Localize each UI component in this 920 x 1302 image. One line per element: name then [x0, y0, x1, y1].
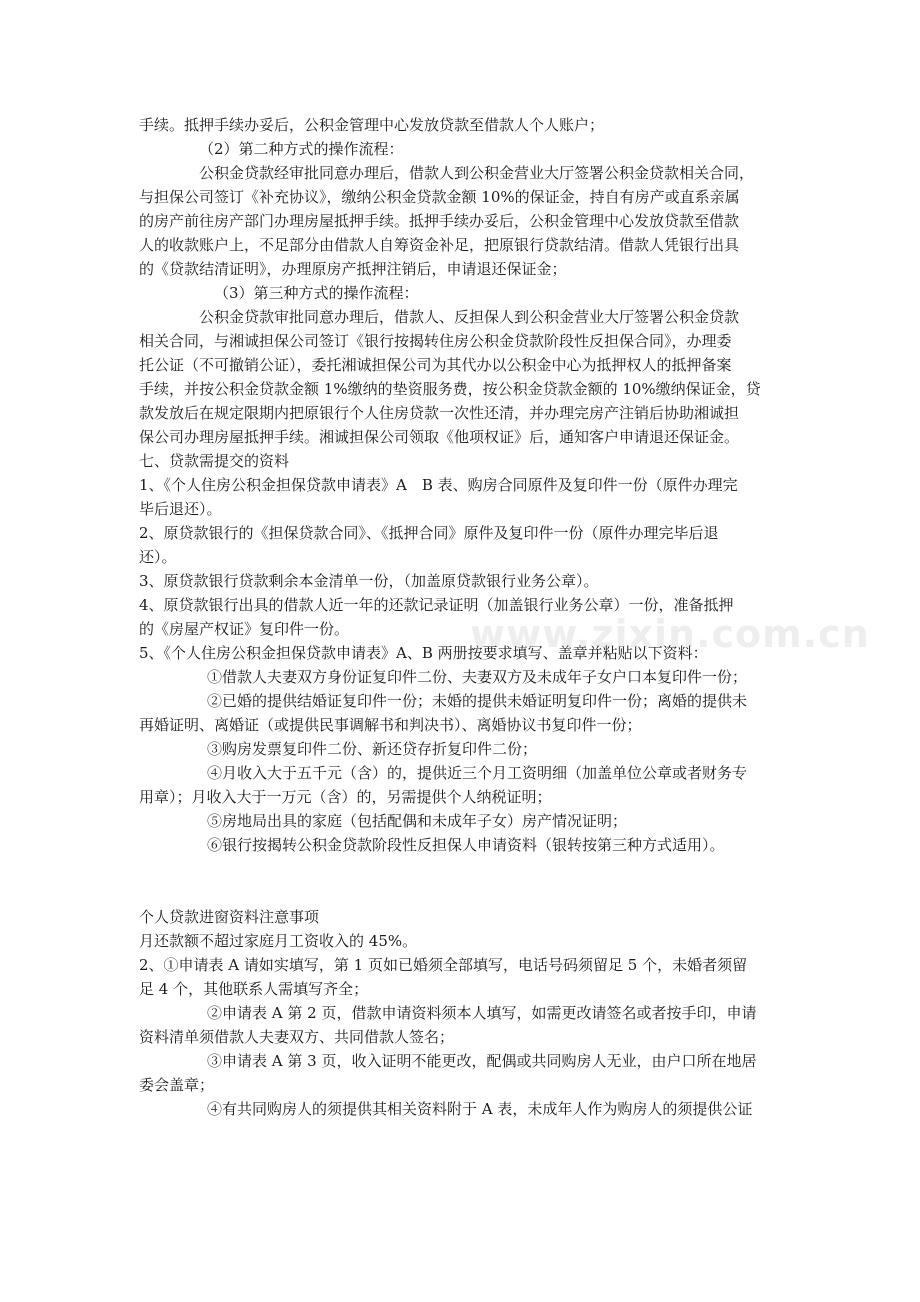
- paragraph-line: 手续。抵押手续办妥后，公积金管理中心发放贷款至借款人个人账户；: [139, 116, 605, 134]
- paragraph-line: 人的收款账户上，不足部分由借款人自筹资金补足，把原银行贷款结清。借款人凭银行出具: [139, 236, 740, 254]
- note-sub-2: ②申请表 A 第 2 页，借款申请资料须本人填写，如需更改请签名或者按手印，申请: [207, 1004, 757, 1022]
- paragraph-line: 款发放后在规定限期内把原银行个人住房贷款一次性还清，并办理完房产注销后协助湘诚担: [139, 404, 740, 422]
- document-body: [139, 113, 789, 1121]
- sub-item-2-cont: 再婚证明、离婚证（或提供民事调解书和判决书）、离婚协议书复印件一份；: [139, 716, 642, 734]
- note-item-2-cont: 足 4 个，其他联系人需填写齐全；: [139, 980, 369, 998]
- list-item-4-cont: 的《房屋产权证》复印件一份。: [139, 620, 350, 638]
- sub-item-1: ①借款人夫妻双方身份证复印件二份、夫妻双方及未成年子女户口本复印件一份；: [207, 668, 748, 686]
- paragraph-line: 的房产前往房产部门办理房屋抵押手续。抵押手续办妥后，公积金管理中心发放贷款至借款: [139, 212, 740, 230]
- list-item-2: 2、原贷款银行的《担保贷款合同》、《抵押合同》原件及复印件一份（原件办理完毕后退: [139, 524, 719, 542]
- sub-item-4-cont: 用章）；月收入大于一万元（含）的，另需提供个人纳税证明；: [139, 788, 552, 806]
- watermark: www.zixin.com.cn: [470, 612, 870, 656]
- list-item-2-cont: 还）。: [139, 548, 177, 566]
- paragraph-line: 托公证（不可撤销公证），委托湘诚担保公司为其代办以公积金中心为抵押权人的抵押备案: [139, 356, 732, 374]
- note-sub-3-cont: 委会盖章；: [139, 1076, 215, 1094]
- paragraph-line: 的《贷款结清证明》，办理原房产抵押注销后，申请退还保证金；: [139, 260, 567, 278]
- paragraph-line: 公积金贷款审批同意办理后，借款人、反担保人到公积金营业大厅签署公积金贷款: [199, 308, 740, 326]
- paragraph-line: 保公司办理房屋抵押手续。湘诚担保公司领取《他项权证》后，通知客户申请退还保证金。: [139, 428, 740, 446]
- list-item-1: 1、《个人住房公积金担保贷款申请表》A B 表、购房合同原件及复印件一份（原件办理完: [139, 476, 738, 494]
- note-sub-2-cont: 资料清单须借款人夫妻双方、共同借款人签名；: [139, 1028, 455, 1046]
- sub-item-3: ③购房发票复印件二份、新还贷存折复印件二份；: [207, 740, 538, 758]
- paragraph-line: 公积金贷款经审批同意办理后，借款人到公积金营业大厅签署公积金贷款相关合同，: [199, 164, 755, 182]
- section-heading: 七、贷款需提交的资料: [139, 452, 290, 470]
- paragraph-line: 与担保公司签订《补充协议》，缴纳公积金贷款金额 10%的保证金，持自有房产或直系亲属: [139, 188, 740, 206]
- subheading-method-3: （3）第三种方式的操作流程：: [214, 284, 419, 302]
- sub-item-2: ②已婚的提供结婚证复印件一份；未婚的提供未婚证明复印件一份；离婚的提供未: [207, 692, 748, 710]
- paragraph-line: 手续，并按公积金贷款金额 1%缴纳的垫资服务费，按公积金贷款金额的 10%缴纳保证金，贷: [139, 380, 761, 398]
- list-item-1-cont: 毕后退还）。: [139, 500, 222, 518]
- note-item-2: 2、①申请表 A 请如实填写，第 1 页如已婚须全部填写，电话号码须留足 5 个，未婚者须留: [139, 956, 748, 974]
- paragraph-line: 月还款额不超过家庭月工资收入的 45%。: [139, 932, 418, 950]
- blank-gap: [139, 857, 789, 905]
- list-item-5: 5、《个人住房公积金担保贷款申请表》A、B 两册按要求填写、盖章并粘贴以下资料：: [139, 644, 708, 662]
- section-heading-notes: 个人贷款进窗资料注意事项: [139, 908, 320, 926]
- sub-item-5: ⑤房地局出具的家庭（包括配偶和未成年子女）房产情况证明；: [207, 812, 628, 830]
- note-sub-4: ④有共同购房人的须提供其相关资料附于 A 表，未成年人作为购房人的须提供公证: [207, 1100, 753, 1118]
- note-sub-3: ③申请表 A 第 3 页，收入证明不能更改，配偶或共同购房人无业，由户口所在地居: [207, 1052, 757, 1070]
- sub-item-6: ⑥银行按揭转公积金贷款阶段性反担保人申请资料（银转按第三种方式适用）。: [207, 836, 725, 854]
- paragraph-line: 相关合同，与湘诚担保公司签订《银行按揭转住房公积金贷款阶段性反担保合同》，办理委: [139, 332, 732, 350]
- list-item-3: 3、原贷款银行贷款剩余本金清单一份，（加盖原贷款银行业务公章）。: [139, 572, 599, 590]
- list-item-4: 4、原贷款银行出具的借款人近一年的还款记录证明（加盖银行业务公章）一份，准备抵押: [139, 596, 734, 614]
- sub-item-4: ④月收入大于五千元（含）的，提供近三个月工资明细（加盖单位公章或者财务专: [207, 764, 748, 782]
- subheading-method-2: （2）第二种方式的操作流程：: [199, 140, 404, 158]
